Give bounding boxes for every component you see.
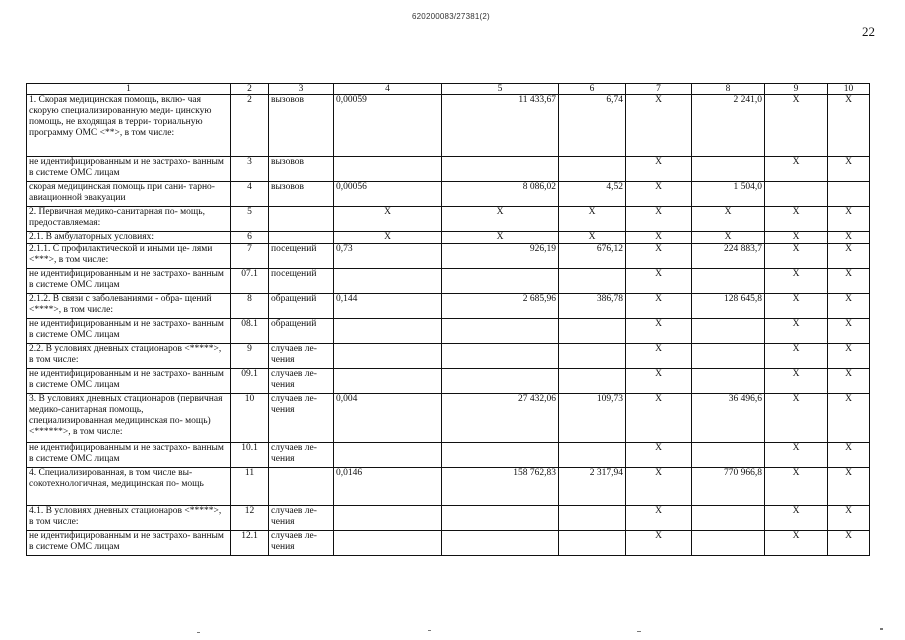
value-cell-col5 xyxy=(442,344,559,369)
value-cell-col8: X xyxy=(692,232,765,244)
data-table xyxy=(26,83,870,556)
value-cell-col7: X xyxy=(626,531,692,556)
row-unit-cell xyxy=(269,232,334,244)
value-cell-col6: X xyxy=(559,207,626,232)
value-cell-col10: X xyxy=(828,294,870,319)
value-cell-col5: 926,19 xyxy=(442,244,559,269)
value-cell-col5: X xyxy=(442,232,559,244)
value-cell-col5: X xyxy=(442,207,559,232)
scan-speck xyxy=(637,631,641,632)
value-cell-col4 xyxy=(334,157,442,182)
row-unit-cell: случаев ле- чения xyxy=(269,394,334,443)
value-cell-col8: 770 966,8 xyxy=(692,468,765,506)
page-number: 22 xyxy=(862,24,875,39)
value-cell-col10: X xyxy=(828,207,870,232)
row-name-cell: 2.1.2. В связи с заболеваниями - обра- щений <****>, в том числе: xyxy=(27,294,231,319)
header-cell: 4 xyxy=(334,84,442,95)
value-cell-col4: 0,00056 xyxy=(334,182,442,207)
value-cell-col7: X xyxy=(626,394,692,443)
row-name-cell: 2.2. В условиях дневных стационаров <*****>, в том числе: xyxy=(27,344,231,369)
value-cell-col10 xyxy=(828,182,870,207)
value-cell-col5 xyxy=(442,157,559,182)
value-cell-col7: X xyxy=(626,232,692,244)
value-cell-col9: X xyxy=(765,244,828,269)
value-cell-col5 xyxy=(442,531,559,556)
value-cell-col9: X xyxy=(765,369,828,394)
row-code-cell: 9 xyxy=(231,344,269,369)
row-unit-cell: вызовов xyxy=(269,182,334,207)
value-cell-col7: X xyxy=(626,269,692,294)
header-cell: 10 xyxy=(828,84,870,95)
scan-speck xyxy=(197,632,200,633)
value-cell-col9: X xyxy=(765,232,828,244)
row-code-cell: 8 xyxy=(231,294,269,319)
table-row xyxy=(27,344,870,369)
value-cell-col10: X xyxy=(828,443,870,468)
value-cell-col7: X xyxy=(626,95,692,157)
value-cell-col5: 2 685,96 xyxy=(442,294,559,319)
row-name-cell: 1. Скорая медицинская помощь, вклю- чая скорую специализированную меди- цинскую помощь, не входящая в терри- ториальную программу ОМС <**>, в том числе: xyxy=(27,95,231,157)
table-row xyxy=(27,182,870,207)
value-cell-col5: 27 432,06 xyxy=(442,394,559,443)
value-cell-col8 xyxy=(692,369,765,394)
value-cell-col6 xyxy=(559,443,626,468)
table-row xyxy=(27,232,870,244)
value-cell-col7: X xyxy=(626,443,692,468)
header-cell: 8 xyxy=(692,84,765,95)
value-cell-col9: X xyxy=(765,468,828,506)
value-cell-col6 xyxy=(559,506,626,531)
table-row xyxy=(27,443,870,468)
value-cell-col4 xyxy=(334,443,442,468)
row-code-cell: 07.1 xyxy=(231,269,269,294)
value-cell-col9: X xyxy=(765,506,828,531)
value-cell-col10: X xyxy=(828,369,870,394)
row-unit-cell: обращений xyxy=(269,319,334,344)
value-cell-col6 xyxy=(559,369,626,394)
row-code-cell: 7 xyxy=(231,244,269,269)
table-row xyxy=(27,369,870,394)
row-code-cell: 2 xyxy=(231,95,269,157)
header-cell: 7 xyxy=(626,84,692,95)
value-cell-col4: 0,73 xyxy=(334,244,442,269)
value-cell-col10: X xyxy=(828,506,870,531)
value-cell-col8 xyxy=(692,506,765,531)
row-code-cell: 3 xyxy=(231,157,269,182)
value-cell-col9: X xyxy=(765,531,828,556)
value-cell-col9: X xyxy=(765,95,828,157)
value-cell-col5: 8 086,02 xyxy=(442,182,559,207)
value-cell-col10: X xyxy=(828,157,870,182)
value-cell-col4 xyxy=(334,344,442,369)
value-cell-col10: X xyxy=(828,232,870,244)
value-cell-col9: X xyxy=(765,443,828,468)
row-code-cell: 12.1 xyxy=(231,531,269,556)
value-cell-col9: X xyxy=(765,319,828,344)
value-cell-col5 xyxy=(442,369,559,394)
value-cell-col7: X xyxy=(626,319,692,344)
row-name-cell: не идентифицированным и не застрахо- ванным в системе ОМС лицам xyxy=(27,369,231,394)
row-name-cell: скорая медицинская помощь при сани- тарно-авиационной эвакуации xyxy=(27,182,231,207)
row-unit-cell: посещений xyxy=(269,244,334,269)
row-name-cell: не идентифицированным и не застрахо- ванным в системе ОМС лицам xyxy=(27,157,231,182)
value-cell-col9: X xyxy=(765,207,828,232)
value-cell-col9: X xyxy=(765,157,828,182)
value-cell-col8: 1 504,0 xyxy=(692,182,765,207)
value-cell-col6 xyxy=(559,157,626,182)
value-cell-col6: 386,78 xyxy=(559,294,626,319)
value-cell-col8: 224 883,7 xyxy=(692,244,765,269)
row-name-cell: 3. В условиях дневных стационаров (первичная медико-санитарная помощь, специализированная медицинская по- мощь) <******>, в том числе: xyxy=(27,394,231,443)
header-cell: 6 xyxy=(559,84,626,95)
value-cell-col7: X xyxy=(626,369,692,394)
scan-speck xyxy=(428,630,431,631)
row-code-cell: 11 xyxy=(231,468,269,506)
value-cell-col10: X xyxy=(828,468,870,506)
value-cell-col10: X xyxy=(828,394,870,443)
value-cell-col7: X xyxy=(626,468,692,506)
table-row xyxy=(27,207,870,232)
value-cell-col10: X xyxy=(828,95,870,157)
header-cell: 2 xyxy=(231,84,269,95)
header-cell: 5 xyxy=(442,84,559,95)
value-cell-col7: X xyxy=(626,207,692,232)
row-name-cell: не идентифицированным и не застрахо- ванным в системе ОМС лицам xyxy=(27,443,231,468)
header-cell: 9 xyxy=(765,84,828,95)
value-cell-col5 xyxy=(442,506,559,531)
row-name-cell: 2.1.1. С профилактической и иными це- лями <***>, в том числе: xyxy=(27,244,231,269)
row-unit-cell: случаев ле- чения xyxy=(269,506,334,531)
table-row xyxy=(27,244,870,269)
row-name-cell: не идентифицированным и не застрахо- ванным в системе ОМС лицам xyxy=(27,269,231,294)
value-cell-col5: 158 762,83 xyxy=(442,468,559,506)
row-unit-cell: случаев ле- чения xyxy=(269,344,334,369)
value-cell-col8: 2 241,0 xyxy=(692,95,765,157)
value-cell-col8 xyxy=(692,157,765,182)
table-row xyxy=(27,531,870,556)
row-unit-cell: вызовов xyxy=(269,95,334,157)
value-cell-col8 xyxy=(692,531,765,556)
table-row xyxy=(27,294,870,319)
value-cell-col5 xyxy=(442,443,559,468)
value-cell-col9: X xyxy=(765,269,828,294)
value-cell-col10: X xyxy=(828,531,870,556)
row-unit-cell: случаев ле- чения xyxy=(269,443,334,468)
value-cell-col8 xyxy=(692,443,765,468)
value-cell-col8: X xyxy=(692,207,765,232)
value-cell-col5 xyxy=(442,269,559,294)
table-header-row xyxy=(27,84,870,95)
value-cell-col4 xyxy=(334,269,442,294)
value-cell-col7: X xyxy=(626,157,692,182)
value-cell-col6 xyxy=(559,531,626,556)
value-cell-col7: X xyxy=(626,344,692,369)
value-cell-col8: 36 496,6 xyxy=(692,394,765,443)
row-code-cell: 12 xyxy=(231,506,269,531)
row-name-cell: не идентифицированным и не застрахо- ванным в системе ОМС лицам xyxy=(27,531,231,556)
value-cell-col4: X xyxy=(334,232,442,244)
value-cell-col4: 0,144 xyxy=(334,294,442,319)
value-cell-col8 xyxy=(692,319,765,344)
row-unit-cell: посещений xyxy=(269,269,334,294)
row-unit-cell: вызовов xyxy=(269,157,334,182)
value-cell-col7: X xyxy=(626,506,692,531)
value-cell-col4 xyxy=(334,531,442,556)
row-code-cell: 09.1 xyxy=(231,369,269,394)
value-cell-col10: X xyxy=(828,244,870,269)
value-cell-col4: 0,0146 xyxy=(334,468,442,506)
row-unit-cell xyxy=(269,468,334,506)
table-row xyxy=(27,319,870,344)
row-name-cell: 4. Специализированная, в том числе вы- сокотехнологичная, медицинская по- мощь xyxy=(27,468,231,506)
value-cell-col4: X xyxy=(334,207,442,232)
value-cell-col6: X xyxy=(559,232,626,244)
row-code-cell: 6 xyxy=(231,232,269,244)
value-cell-col6 xyxy=(559,269,626,294)
value-cell-col6: 676,12 xyxy=(559,244,626,269)
document-id: 620200083/27381(2) xyxy=(412,12,490,21)
value-cell-col8 xyxy=(692,269,765,294)
value-cell-col9: X xyxy=(765,394,828,443)
value-cell-col6: 4,52 xyxy=(559,182,626,207)
row-name-cell: 4.1. В условиях дневных стационаров <*****>, в том числе: xyxy=(27,506,231,531)
value-cell-col4 xyxy=(334,506,442,531)
value-cell-col6 xyxy=(559,344,626,369)
scan-speck xyxy=(880,628,883,630)
value-cell-col6: 109,73 xyxy=(559,394,626,443)
value-cell-col4 xyxy=(334,319,442,344)
row-code-cell: 08.1 xyxy=(231,319,269,344)
value-cell-col10: X xyxy=(828,269,870,294)
table-row xyxy=(27,269,870,294)
value-cell-col4: 0,00059 xyxy=(334,95,442,157)
row-name-cell: не идентифицированным и не застрахо- ванным в системе ОМС лицам xyxy=(27,319,231,344)
row-unit-cell xyxy=(269,207,334,232)
row-name-cell: 2. Первичная медико-санитарная по- мощь, предоставляемая: xyxy=(27,207,231,232)
table-row xyxy=(27,95,870,157)
value-cell-col8 xyxy=(692,344,765,369)
value-cell-col4 xyxy=(334,369,442,394)
table-row xyxy=(27,394,870,443)
value-cell-col7: X xyxy=(626,244,692,269)
table-row xyxy=(27,157,870,182)
row-code-cell: 10.1 xyxy=(231,443,269,468)
value-cell-col10: X xyxy=(828,319,870,344)
value-cell-col5 xyxy=(442,319,559,344)
row-name-cell: 2.1. В амбулаторных условиях: xyxy=(27,232,231,244)
value-cell-col6: 2 317,94 xyxy=(559,468,626,506)
value-cell-col9: X xyxy=(765,294,828,319)
table-row xyxy=(27,468,870,506)
row-code-cell: 4 xyxy=(231,182,269,207)
value-cell-col9: X xyxy=(765,344,828,369)
value-cell-col7: X xyxy=(626,182,692,207)
row-unit-cell: случаев ле- чения xyxy=(269,531,334,556)
table-row xyxy=(27,506,870,531)
header-cell: 1 xyxy=(27,84,231,95)
header-cell: 3 xyxy=(269,84,334,95)
row-code-cell: 10 xyxy=(231,394,269,443)
value-cell-col5: 11 433,67 xyxy=(442,95,559,157)
value-cell-col9 xyxy=(765,182,828,207)
row-code-cell: 5 xyxy=(231,207,269,232)
value-cell-col6 xyxy=(559,319,626,344)
row-unit-cell: случаев ле- чения xyxy=(269,369,334,394)
value-cell-col8: 128 645,8 xyxy=(692,294,765,319)
value-cell-col6: 6,74 xyxy=(559,95,626,157)
value-cell-col7: X xyxy=(626,294,692,319)
value-cell-col10: X xyxy=(828,344,870,369)
value-cell-col4: 0,004 xyxy=(334,394,442,443)
row-unit-cell: обращений xyxy=(269,294,334,319)
